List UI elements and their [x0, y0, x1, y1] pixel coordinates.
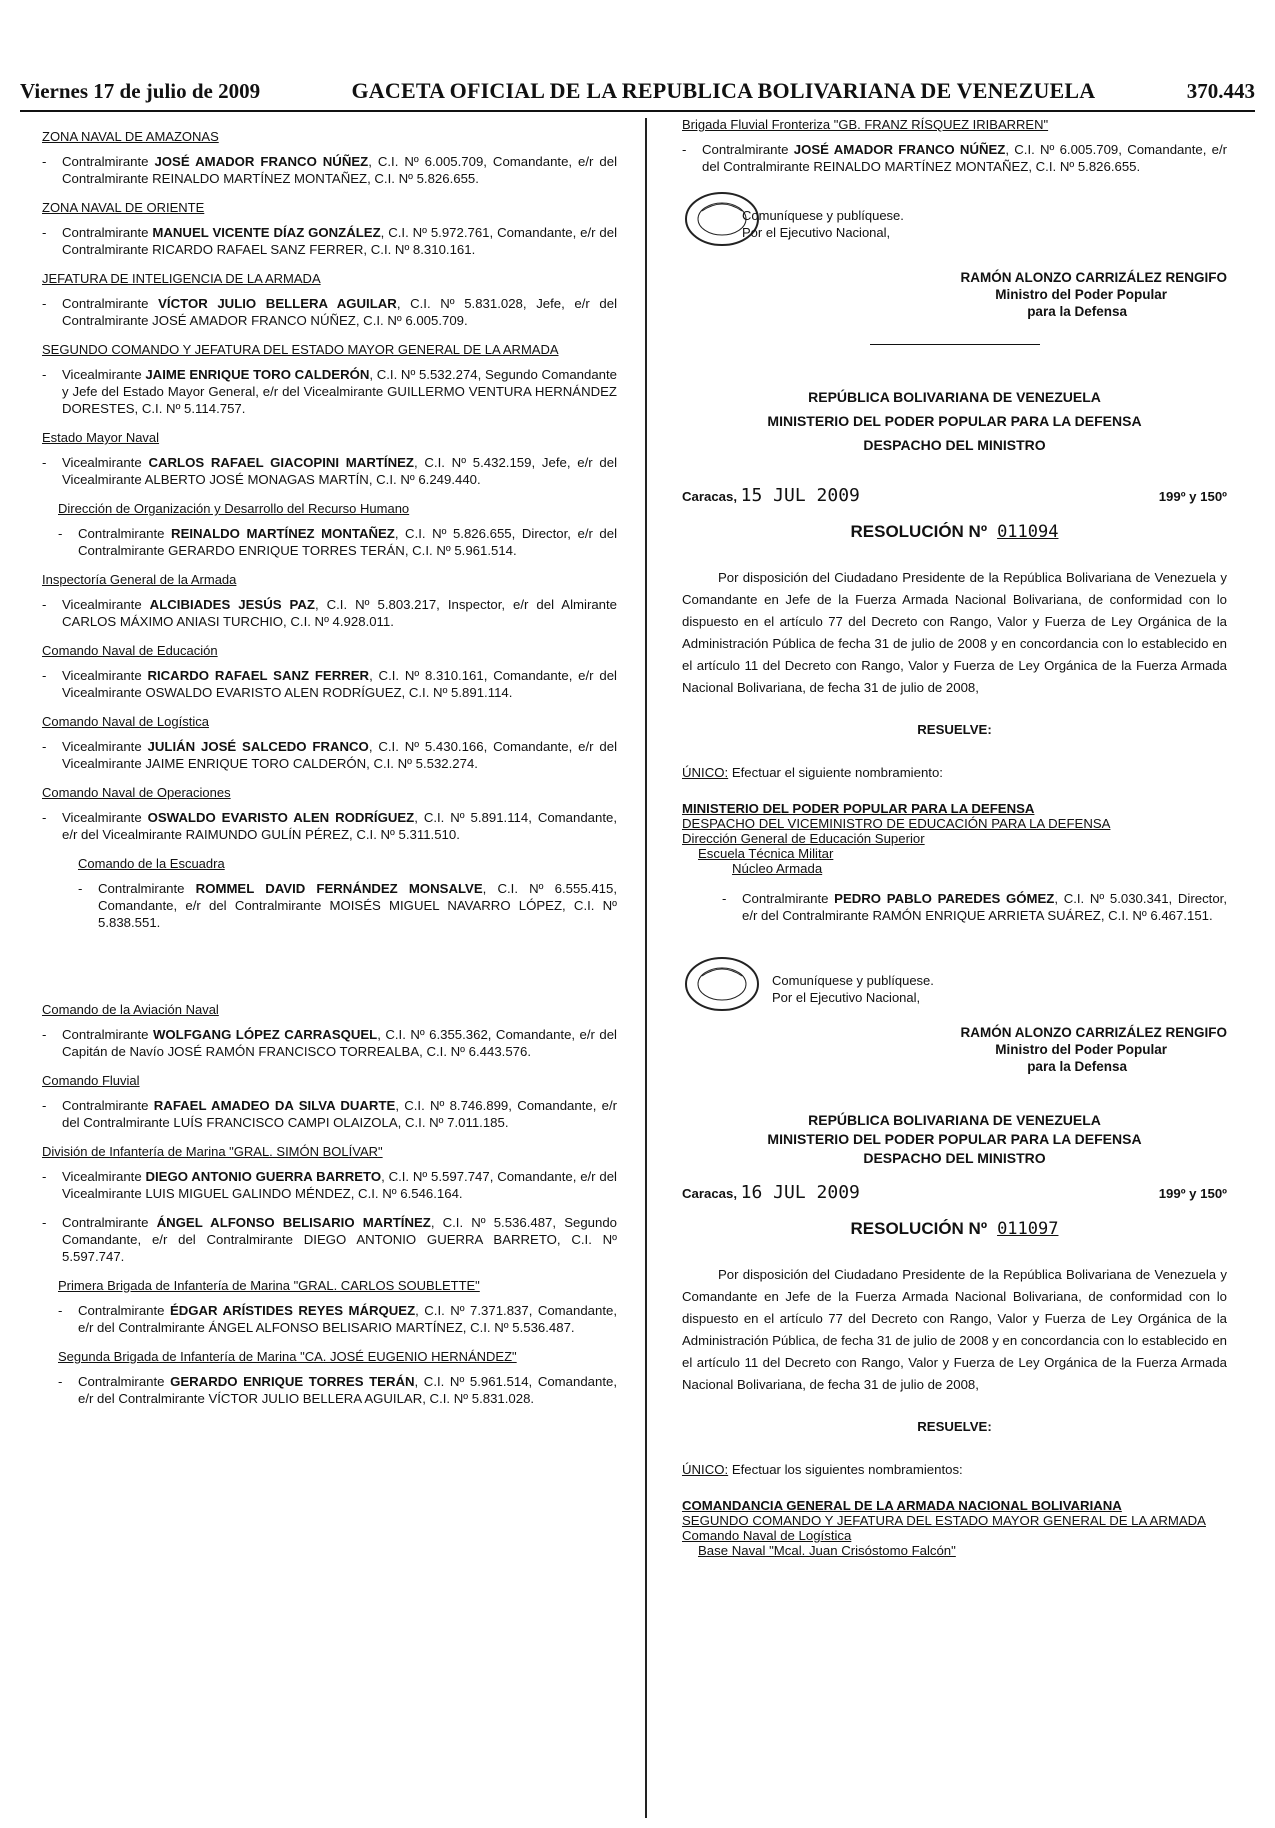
- section-heading: Segunda Brigada de Infantería de Marina "CA. JOSÉ EUGENIO HERNÁNDEZ": [58, 1349, 517, 1364]
- unico-line: ÚNICO: Efectuar el siguiente nombramiento:: [682, 765, 943, 780]
- appointment-entry: - Vicealmirante OSWALDO EVARISTO ALEN RODRÍGUEZ, C.I. Nº 5.891.114, Comandante, e/r del Vicealmirante RAIMUNDO GULÍN PÉREZ, C.I. Nº 5.311.510.: [42, 810, 618, 842]
- closing-block: [682, 954, 1227, 1014]
- spacer: [42, 943, 617, 991]
- appointment-entry: - Vicealmirante JULIÁN JOSÉ SALCEDO FRANCO, C.I. Nº 5.430.166, Comandante, e/r del Vicealmirante JAIME ENRIQUE TORO CALDERÓN, C.I. Nº 5.532.274.: [42, 739, 618, 771]
- appointment-entry: - Contralmirante GERARDO ENRIQUE TORRES TERÁN, C.I. Nº 5.961.514, Comandante, e/r del Contralmirante VÍCTOR JULIO BELLERA AGUILAR, C.I. Nº 5.831.028.: [58, 1374, 617, 1406]
- por-ejecutivo-text: Por el Ejecutivo Nacional,: [772, 990, 921, 1005]
- section-heading: ZONA NAVAL DE ORIENTE: [42, 200, 205, 215]
- org-heading: SEGUNDO COMANDO Y JEFATURA DEL ESTADO MAYOR GENERAL DE LA ARMADA: [682, 1513, 1206, 1528]
- section-heading: Comando Naval de Educación: [42, 643, 218, 658]
- appointee-name: PEDRO PABLO PAREDES GÓMEZ: [834, 891, 1055, 906]
- unico-line: ÚNICO: Efectuar los siguientes nombramientos:: [682, 1462, 963, 1477]
- appointment-entry: - Contralmirante REINALDO MARTÍNEZ MONTAÑEZ, C.I. Nº 5.826.655, Director, e/r del Contralmirante GERARDO ENRIQUE TORRES TERÁN, C.I. Nº 5.961.514.: [58, 526, 618, 558]
- appointee-name: RICARDO RAFAEL SANZ FERRER: [147, 668, 370, 683]
- signer-title-2: para la Defensa: [1027, 304, 1127, 319]
- section-heading: Comando Fluvial: [42, 1073, 140, 1088]
- gazette-header: [20, 64, 1255, 112]
- org-heading: Núcleo Armada: [732, 861, 823, 876]
- org-heading: DESPACHO DEL VICEMINISTRO DE EDUCACIÓN PARA LA DEFENSA: [682, 816, 1111, 831]
- appointment-entry: - Vicealmirante DIEGO ANTONIO GUERRA BARRETO, C.I. Nº 5.597.747, Comandante, e/r del Vicealmirante LUIS MIGUEL GALINDO MÉNDEZ, C.I. Nº 6.546.164.: [42, 1169, 617, 1201]
- appointment-entry: - Contralmirante RAFAEL AMADEO DA SILVA DUARTE, C.I. Nº 8.746.899, Comandante, e/r del Contralmirante LUÍS FRANCISCO CAMPI OLAIZOLA, C.I. Nº 7.011.185.: [42, 1098, 618, 1130]
- header-date: Viernes 17 de julio de 2009: [20, 79, 261, 103]
- appointment-entry: - Contralmirante PEDRO PABLO PAREDES GÓMEZ, C.I. Nº 5.030.341, Director, e/r del Contralmirante RAMÓN ENRIQUE ARRIETA SUÁREZ, C.I. Nº 6.467.151.: [722, 891, 1227, 923]
- appointee-name: DIEGO ANTONIO GUERRA BARRETO: [145, 1169, 382, 1184]
- signer-name: RAMÓN ALONZO CARRIZÁLEZ RENGIFO: [960, 270, 1227, 285]
- org-heading: Base Naval "Mcal. Juan Crisóstomo Falcón": [698, 1543, 956, 1558]
- signature-block: [682, 269, 1227, 320]
- appointment-entry: - Vicealmirante CARLOS RAFAEL GIACOPINI MARTÍNEZ, C.I. Nº 5.432.159, Jefe, e/r del Vicealmirante ALBERTO JOSÉ MONAGAS MARTÍN, C.I. Nº 6.249.440.: [42, 455, 618, 487]
- section-heading: Brigada Fluvial Fronteriza "GB. FRANZ RÍSQUEZ IRIBARREN": [682, 117, 1049, 132]
- appointment-entry: - Contralmirante ÁNGEL ALFONSO BELISARIO MARTÍNEZ, C.I. Nº 5.536.487, Segundo Comandante, e/r del Contralmirante DIEGO ANTONIO GUERRA BARRETO, C.I. Nº 5.597.747.: [42, 1215, 617, 1264]
- section-heading: Inspectoría General de la Armada: [42, 572, 237, 587]
- org-heading: MINISTERIO DEL PODER POPULAR PARA LA DEFENSA: [682, 801, 1035, 816]
- org-heading: Comando Naval de Logística: [682, 1528, 852, 1543]
- signer-name: RAMÓN ALONZO CARRIZÁLEZ RENGIFO: [960, 1025, 1227, 1040]
- comuniquese-text: Comuníquese y publíquese.: [772, 973, 934, 988]
- section-heading: Dirección de Organización y Desarrollo del Recurso Humano: [58, 501, 410, 516]
- resolution-date-row: Caracas, 15 JUL 2009 199º y 150º: [682, 485, 1227, 506]
- years-label: 199º y 150º: [1158, 1186, 1227, 1201]
- resolution-number: RESOLUCIÓN Nº 011097: [850, 1219, 1059, 1239]
- appointee-name: ROMMEL DAVID FERNÁNDEZ MONSALVE: [195, 881, 483, 896]
- appointment-entry: - Contralmirante ÉDGAR ARÍSTIDES REYES MÁRQUEZ, C.I. Nº 7.371.837, Comandante, e/r del Contralmirante ÁNGEL ALFONSO BELISARIO MARTÍNEZ, C.I. Nº 5.536.487.: [58, 1303, 617, 1335]
- section-heading: JEFATURA DE INTELIGENCIA DE LA ARMADA: [42, 271, 321, 286]
- closing-block: [682, 189, 1227, 249]
- official-seal-icon: [682, 954, 772, 1014]
- org-heading: COMANDANCIA GENERAL DE LA ARMADA NACIONAL BOLIVARIANA: [682, 1498, 1122, 1513]
- appointee-name: JOSÉ AMADOR FRANCO NÚÑEZ: [154, 154, 369, 169]
- resolution-number: RESOLUCIÓN Nº 011094: [850, 522, 1059, 542]
- resolution-heading: REPÚBLICA BOLIVARIANA DE VENEZUELA MINISTERIO DEL PODER POPULAR PARA LA DEFENSA DESPACHO DEL MINISTRO: [767, 1112, 1142, 1166]
- left-column: [42, 118, 617, 1419]
- appointee-name: ALCIBIADES JESÚS PAZ: [149, 597, 315, 612]
- right-column: [682, 118, 1227, 1558]
- appointment-entry: - Vicealmirante ALCIBIADES JESÚS PAZ, C.I. Nº 5.803.217, Inspector, e/r del Almirante CARLOS MÁXIMO ANIASI TURCHIO, C.I. Nº 4.928.011.: [42, 597, 618, 629]
- section-heading: Comando de la Aviación Naval: [42, 1002, 219, 1017]
- org-heading: Escuela Técnica Militar: [698, 846, 834, 861]
- appointee-name: RAFAEL AMADEO DA SILVA DUARTE: [153, 1098, 396, 1113]
- appointee-name: JULIÁN JOSÉ SALCEDO FRANCO: [147, 739, 369, 754]
- resolution-body: Por disposición del Ciudadano Presidente de la República Bolivariana de Venezuela y Comandante en Jefe de la Fuerza Armada Nacional Bolivariana, de conformidad con lo dispuesto en el artículo 77 del Decreto con Rango, Valor y Fuerza de Ley Orgánica de la Administración Pública de fecha 31 de julio de 2008 y en concordancia con lo establecido en el artículo 11 del Decreto con Rango, Valor y Fuerza de Ley Orgánica de la Fuerza Armada Nacional Bolivariana, de fecha 31 de julio de 2008,: [682, 570, 1227, 695]
- section-heading: Comando de la Escuadra: [78, 856, 225, 871]
- signer-title-2: para la Defensa: [1027, 1059, 1127, 1074]
- resolution-date-row: Caracas, 16 JUL 2009 199º y 150º: [682, 1182, 1227, 1203]
- appointment-entry: - Contralmirante VÍCTOR JULIO BELLERA AGUILAR, C.I. Nº 5.831.028, Jefe, e/r del Contralmirante JOSÉ AMADOR FRANCO NÚÑEZ, C.I. Nº 6.005.709.: [42, 296, 618, 328]
- comuniquese-text: Comuníquese y publíquese.: [742, 208, 904, 223]
- appointee-name: JOSÉ AMADOR FRANCO NÚÑEZ: [793, 142, 1006, 157]
- header-title: GACETA OFICIAL DE LA REPUBLICA BOLIVARIANA DE VENEZUELA: [351, 78, 1096, 103]
- appointment-entry: - Contralmirante JOSÉ AMADOR FRANCO NÚÑEZ, C.I. Nº 6.005.709, Comandante, e/r del Contralmirante REINALDO MARTÍNEZ MONTAÑEZ, C.I. Nº 5.826.655.: [42, 154, 618, 186]
- signer-title: Ministro del Poder Popular: [995, 287, 1167, 302]
- section-heading: Comando Naval de Operaciones: [42, 785, 231, 800]
- appointee-name: JAIME ENRIQUE TORO CALDERÓN: [145, 367, 370, 382]
- years-label: 199º y 150º: [1158, 489, 1227, 504]
- section-heading: SEGUNDO COMANDO Y JEFATURA DEL ESTADO MAYOR GENERAL DE LA ARMADA: [42, 342, 559, 357]
- section-heading: Estado Mayor Naval: [42, 430, 160, 445]
- appointee-name: WOLFGANG LÓPEZ CARRASQUEL: [152, 1027, 378, 1042]
- appointment-entry: - Vicealmirante RICARDO RAFAEL SANZ FERRER, C.I. Nº 8.310.161, Comandante, e/r del Vicealmirante OSWALDO EVARISTO ALEN RODRÍGUEZ, C.I. Nº 5.891.114.: [42, 668, 617, 700]
- signer-title: Ministro del Poder Popular: [995, 1042, 1167, 1057]
- handwritten-date: 15 JUL 2009: [740, 485, 860, 506]
- appointment-entry: - Contralmirante WOLFGANG LÓPEZ CARRASQUEL, C.I. Nº 6.355.362, Comandante, e/r del Capitán de Navío JOSÉ RAMÓN FRANCISCO TORREALBA, C.I. Nº 6.443.576.: [42, 1027, 617, 1059]
- section-heading: Comando Naval de Logística: [42, 714, 209, 729]
- column-divider: [645, 118, 647, 1818]
- resolution-body: Por disposición del Ciudadano Presidente de la República Bolivariana de Venezuela y Comandante en Jefe de la Fuerza Armada Nacional Bolivariana, de conformidad con lo dispuesto en el artículo 77 del Decreto con Rango, Valor y Fuerza de Ley Orgánica de la Administración Pública, de fecha 31 de julio de 2008 y en concordancia con lo establecido en el artículo 11 del Decreto con Rango, Valor y Fuerza de Ley Orgánica de la Fuerza Armada Nacional Bolivariana, de fecha 31 de julio de 2008,: [682, 1267, 1227, 1392]
- resuelve-label: RESUELVE:: [917, 1419, 992, 1434]
- appointee-name: CARLOS RAFAEL GIACOPINI MARTÍNEZ: [148, 455, 414, 470]
- appointment-entry: - Contralmirante ROMMEL DAVID FERNÁNDEZ MONSALVE, C.I. Nº 6.555.415, Comandante, e/r del Contralmirante MOISÉS MIGUEL NAVARRO LÓPEZ, C.I. Nº 5.838.551.: [78, 881, 617, 930]
- resuelve-label: RESUELVE:: [917, 722, 992, 737]
- org-heading: Dirección General de Educación Superior: [682, 831, 925, 846]
- appointee-name: REINALDO MARTÍNEZ MONTAÑEZ: [171, 526, 395, 541]
- section-heading: Primera Brigada de Infantería de Marina "GRAL. CARLOS SOUBLETTE": [58, 1278, 480, 1293]
- header-page-number: 370.443: [1186, 79, 1255, 103]
- appointment-entry: - Vicealmirante JAIME ENRIQUE TORO CALDERÓN, C.I. Nº 5.532.274, Segundo Comandante y Jefe del Estado Mayor General, e/r del Vicealmirante GUILLERMO VENTURA HERNÁNDEZ DORESTES, C.I. Nº 5.114.757.: [42, 367, 617, 416]
- handwritten-date: 16 JUL 2009: [740, 1182, 860, 1203]
- appointment-entry: - Contralmirante MANUEL VICENTE DÍAZ GONZÁLEZ, C.I. Nº 5.972.761, Comandante, e/r del Contralmirante RICARDO RAFAEL SANZ FERRER, C.I. Nº 8.310.161.: [42, 225, 618, 257]
- appointee-name: ÉDGAR ARÍSTIDES REYES MÁRQUEZ: [169, 1303, 416, 1318]
- signature-block: [682, 1024, 1227, 1075]
- appointee-name: VÍCTOR JULIO BELLERA AGUILAR: [158, 296, 397, 311]
- section-heading: División de Infantería de Marina "GRAL. SIMÓN BOLÍVAR": [42, 1144, 383, 1159]
- por-ejecutivo-text: Por el Ejecutivo Nacional,: [742, 225, 891, 240]
- appointee-name: OSWALDO EVARISTO ALEN RODRÍGUEZ: [147, 810, 415, 825]
- appointee-name: ÁNGEL ALFONSO BELISARIO MARTÍNEZ: [156, 1215, 431, 1230]
- resolution-heading: REPÚBLICA BOLIVARIANA DE VENEZUELA MINISTERIO DEL PODER POPULAR PARA LA DEFENSA DESPACHO DEL MINISTRO: [767, 389, 1142, 453]
- section-heading: ZONA NAVAL DE AMAZONAS: [42, 129, 219, 144]
- separator-rule: [870, 344, 1040, 345]
- appointment-entry: - Contralmirante JOSÉ AMADOR FRANCO NÚÑEZ, C.I. Nº 6.005.709, Comandante, e/r del Contralmirante REINALDO MARTÍNEZ MONTAÑEZ, C.I. Nº 5.826.655.: [682, 142, 1227, 174]
- appointee-name: MANUEL VICENTE DÍAZ GONZÁLEZ: [152, 225, 381, 240]
- appointee-name: GERARDO ENRIQUE TORRES TERÁN: [170, 1374, 415, 1389]
